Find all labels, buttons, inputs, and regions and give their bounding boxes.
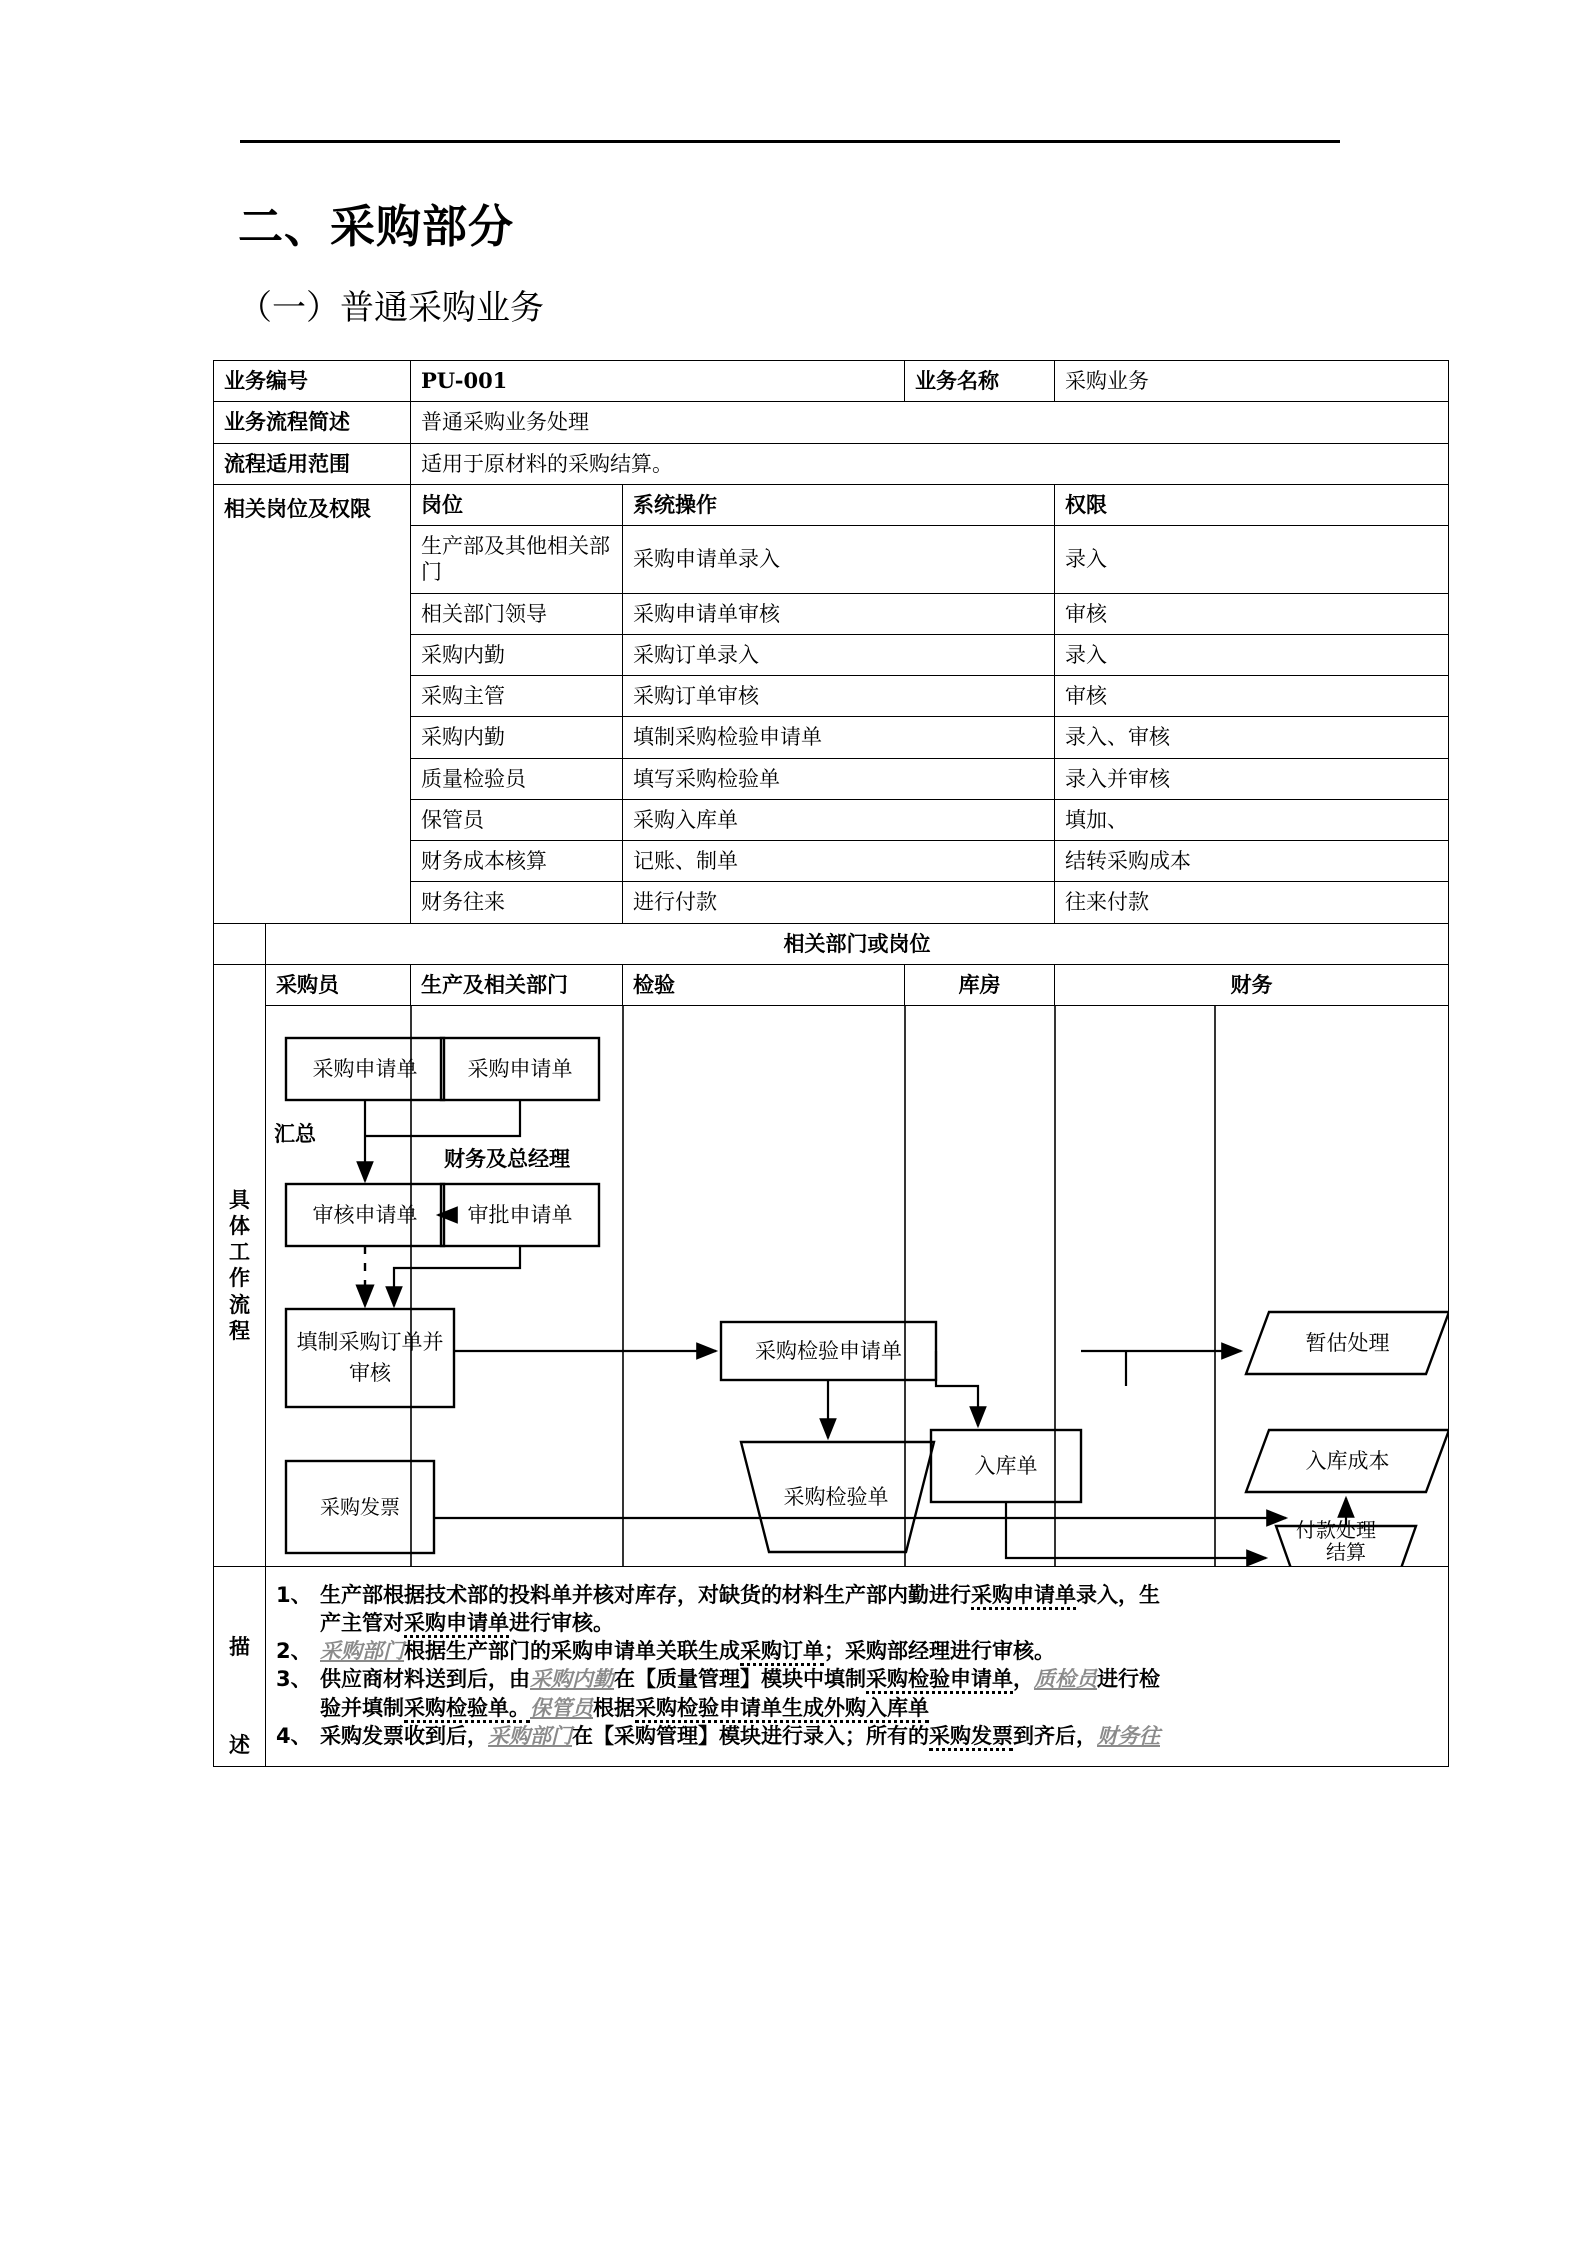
role-post: 保管员 (411, 799, 623, 840)
flow-node-make-order: 填制采购订单并审核 (296, 1329, 444, 1385)
description-plain-text: 录入，生 (1076, 1582, 1160, 1607)
description-item-text (320, 1638, 1438, 1664)
value-business-id: PU-001 (411, 361, 905, 402)
role-permission: 审核 (1055, 676, 1449, 717)
description-doc-ref: 采购检验申请单生成外购入库单 (635, 1696, 929, 1723)
description-role-ref: 保管员 (530, 1695, 593, 1720)
description-plain-text: 在【质量管理】模块中填制 (614, 1667, 866, 1692)
flow-span-header: 相关部门或岗位 (266, 923, 1449, 964)
description-doc-ref: 采购检验单。 (404, 1696, 530, 1723)
description-plain-text: 根据 (593, 1695, 635, 1720)
role-operation: 填制采购检验申请单 (623, 717, 1055, 758)
flow-node-payment: 付款处理 (1296, 1518, 1376, 1542)
flow-node-inspection-sheet: 采购检验单 (783, 1484, 889, 1509)
description-item-text (320, 1695, 1438, 1721)
role-operation: 进行付款 (623, 882, 1055, 923)
label-business-name: 业务名称 (905, 361, 1055, 402)
description-item-number: 4、 (276, 1723, 312, 1748)
description-list (276, 1582, 1438, 1750)
description-item (276, 1638, 1438, 1664)
role-operation: 采购入库单 (623, 799, 1055, 840)
description-plain-text: 到齐后， (1013, 1723, 1097, 1748)
description-doc-ref: 采购订单 (740, 1639, 824, 1666)
flowchart-row (214, 1006, 1449, 1567)
description-role-ref: 采购内勤 (530, 1667, 614, 1692)
description-plain-text: 在【采购管理】模块进行录入；所有的 (572, 1723, 929, 1748)
role-permission: 往来付款 (1055, 882, 1449, 923)
sub-title: （一）普通采购业务 (238, 288, 544, 328)
flow-spacer-cell (214, 923, 266, 964)
role-permission: 录入并审核 (1055, 758, 1449, 799)
role-post: 采购主管 (411, 676, 623, 717)
flow-node-inspection-request: 采购检验申请单 (755, 1338, 902, 1363)
flow-node-review-request: 审核申请单 (312, 1202, 418, 1227)
description-plain-text: 采购发票收到后， (320, 1723, 488, 1748)
role-permission: 录入 (1055, 634, 1449, 675)
description-plain-text: 进行检 (1097, 1667, 1160, 1692)
description-role-ref: 采购部门 (488, 1723, 572, 1748)
description-item-text (320, 1610, 1438, 1636)
description-role-ref: 财务往 (1097, 1723, 1160, 1748)
description-plain-text: ， (1013, 1667, 1034, 1692)
description-doc-ref: 采购申请单 (971, 1583, 1076, 1610)
roles-header-row (214, 484, 1449, 525)
description-plain-text: 验并填制 (320, 1695, 404, 1720)
description-doc-ref: 采购申请单 (404, 1611, 509, 1638)
value-process-scope: 适用于原材料的采购结算。 (411, 443, 1449, 484)
flow-node-req-production: 采购申请单 (467, 1056, 573, 1081)
value-process-brief: 普通采购业务处理 (411, 402, 1449, 443)
description-item-text (320, 1582, 1438, 1608)
description-item (276, 1695, 1438, 1721)
description-item-number: 2、 (276, 1639, 312, 1663)
flow-node-req-purchaser: 采购申请单 (312, 1056, 418, 1081)
description-plain-text: ；采购部经理进行审核。 (824, 1639, 1055, 1663)
description-item (276, 1610, 1438, 1636)
role-operation: 采购订单审核 (623, 676, 1055, 717)
flow-span-header-row (214, 923, 1449, 964)
label-business-id: 业务编号 (214, 361, 411, 402)
label-work-flow: 具 体 工 作 流 程 (214, 964, 266, 1566)
role-post: 生产部及其他相关部门 (411, 526, 623, 594)
role-permission: 结转采购成本 (1055, 841, 1449, 882)
roles-col-header-post: 岗位 (411, 484, 623, 525)
label-roles-section: 相关岗位及权限 (214, 484, 411, 923)
role-operation: 采购申请单审核 (623, 593, 1055, 634)
description-role-ref: 质检员 (1034, 1667, 1097, 1692)
flow-node-approve-request: 审批申请单 (467, 1202, 573, 1227)
description-item-text (320, 1666, 1438, 1692)
table-row-business-id (214, 361, 1449, 402)
description-plain-text: 根据生产部门的采购申请单关联生成 (404, 1639, 740, 1663)
description-item-text (320, 1723, 1438, 1749)
flow-label-finance-gm: 财务及总经理 (444, 1147, 570, 1171)
flow-col-warehouse: 库房 (905, 964, 1055, 1005)
description-item (276, 1582, 1438, 1608)
flow-column-header-row (214, 964, 1449, 1005)
role-operation: 采购订单录入 (623, 634, 1055, 675)
label-description: 描 述 (214, 1567, 266, 1767)
label-process-brief: 业务流程简述 (214, 402, 411, 443)
description-doc-ref: 采购发票 (929, 1724, 1013, 1751)
description-item-number (276, 1610, 320, 1636)
description-item (276, 1666, 1438, 1692)
flow-col-finance: 财务 (1055, 964, 1449, 1005)
description-plain-text: 产主管对 (320, 1610, 404, 1635)
table-row-process-brief (214, 402, 1449, 443)
table-row-process-scope (214, 443, 1449, 484)
flow-col-inspection: 检验 (623, 964, 905, 1005)
flow-node-invoice: 采购发票 (320, 1494, 400, 1519)
role-operation: 记账、制单 (623, 841, 1055, 882)
description-plain-text: 供应商材料送到后，由 (320, 1667, 530, 1692)
description-body (266, 1567, 1449, 1767)
role-post: 相关部门领导 (411, 593, 623, 634)
roles-col-header-operation: 系统操作 (623, 484, 1055, 525)
role-post: 质量检验员 (411, 758, 623, 799)
role-post: 财务成本核算 (411, 841, 623, 882)
role-permission: 审核 (1055, 593, 1449, 634)
description-item-number: 3、 (276, 1667, 312, 1692)
roles-col-header-permission: 权限 (1055, 484, 1449, 525)
role-operation: 采购申请单录入 (623, 526, 1055, 594)
role-post: 财务往来 (411, 882, 623, 923)
role-permission: 录入、审核 (1055, 717, 1449, 758)
header-rule (240, 140, 1340, 143)
role-post: 采购内勤 (411, 717, 623, 758)
flowchart (266, 1006, 1448, 1566)
description-plain-text: 生产部根据技术部的投料单并核对库存，对缺货的材料生产部内勤进行 (320, 1582, 971, 1607)
description-role-ref: 采购部门 (320, 1639, 404, 1663)
description-item-number (276, 1695, 320, 1721)
description-doc-ref: 采购检验申请单 (866, 1667, 1013, 1694)
role-permission: 录入 (1055, 526, 1449, 594)
description-plain-text: 进行审核。 (509, 1610, 614, 1635)
role-operation: 填写采购检验单 (623, 758, 1055, 799)
description-item (276, 1723, 1438, 1749)
role-permission: 填加、 (1055, 799, 1449, 840)
flow-node-provisional: 暂估处理 (1305, 1330, 1390, 1355)
page-title: 二、采购部分 (238, 200, 515, 253)
description-row (214, 1567, 1449, 1767)
flow-col-production: 生产及相关部门 (411, 964, 623, 1005)
flow-node-settlement: 结算 (1326, 1539, 1366, 1564)
process-spec-table (213, 360, 1449, 1767)
label-process-scope: 流程适用范围 (214, 443, 411, 484)
flow-node-stock-in: 入库单 (974, 1453, 1038, 1478)
value-business-name: 采购业务 (1055, 361, 1449, 402)
role-post: 采购内勤 (411, 634, 623, 675)
description-item-number: 1、 (276, 1582, 312, 1607)
flow-node-stock-cost: 入库成本 (1305, 1448, 1390, 1473)
flow-label-summary: 汇总 (274, 1122, 316, 1146)
flow-col-purchaser: 采购员 (266, 964, 411, 1005)
flowchart-canvas (266, 1006, 1449, 1567)
